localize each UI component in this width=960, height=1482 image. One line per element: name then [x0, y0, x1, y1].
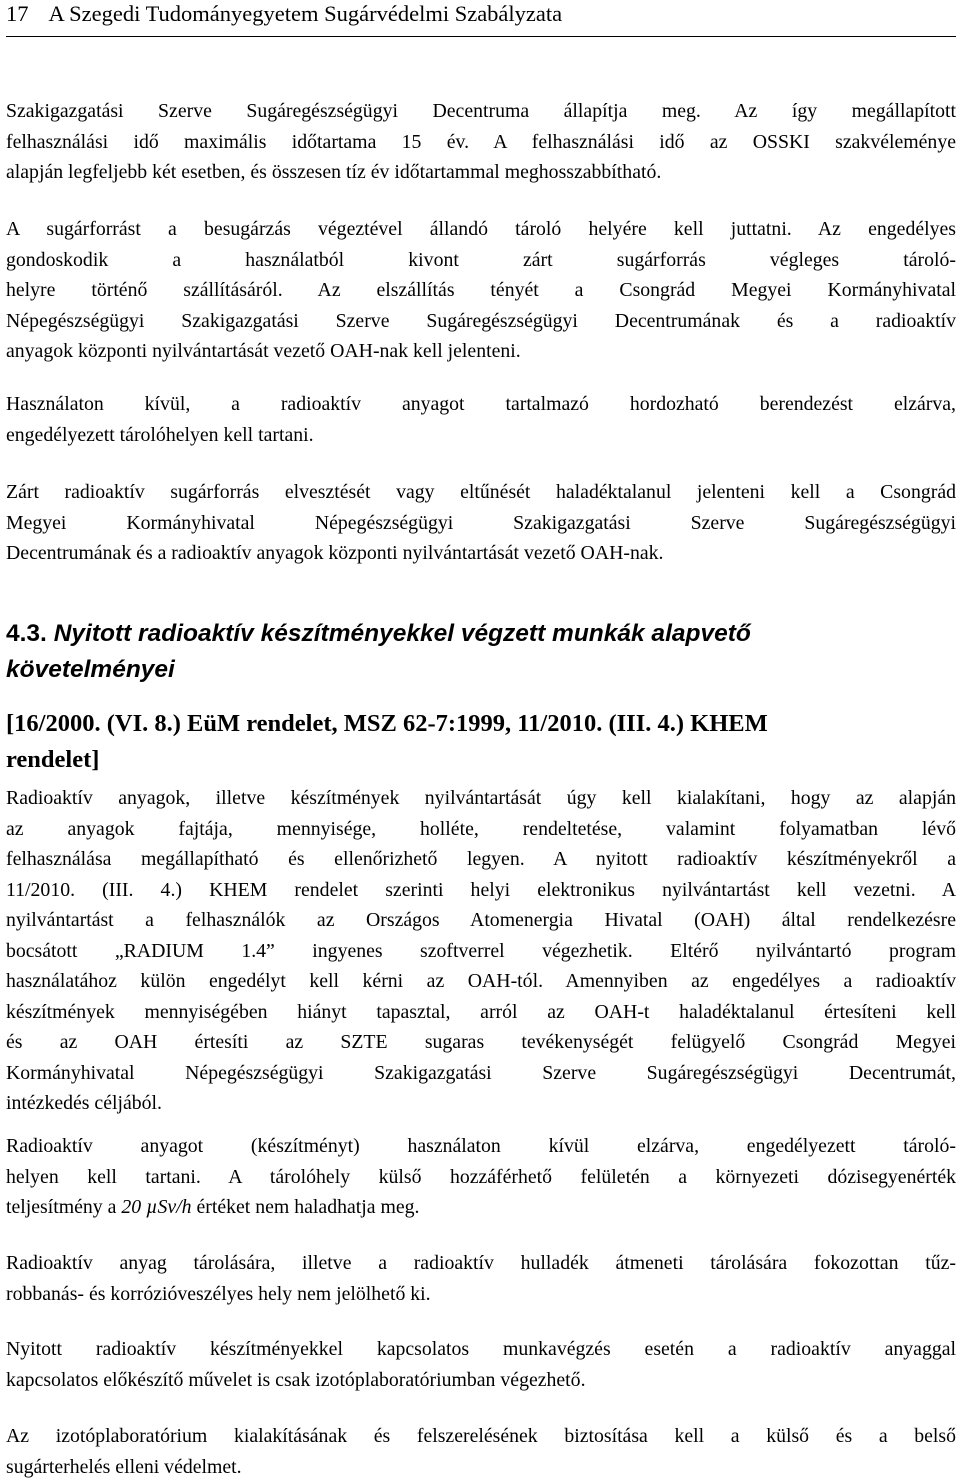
section-title-line2: követelményei: [6, 656, 175, 683]
text-line: helyen kell tartani. A tárolóhely külső hozzáférhető felületén a környezeti dózisegyenérték: [6, 1162, 956, 1193]
text-line: az anyagok fajtája, mennyisége, holléte, rendeltetése, valamint folyamatban lévő: [6, 814, 956, 845]
text-line: Kormányhivatal Népegészségügyi Szakigazgatási Szerve Sugáregészségügyi Decentrumát,: [6, 1058, 956, 1089]
text-line: anyagok központi nyilvántartását vezető OAH-nak kell jelenteni.: [6, 336, 956, 367]
text-line: Radioaktív anyagot (készítményt) használaton kívül elzárva, engedélyezett tároló-: [6, 1131, 956, 1162]
text-segment: értéket nem haladhatja meg.: [192, 1196, 420, 1218]
text-line: és az OAH értesíti az SZTE sugaras tevékenységét felügyelő Csongrád Megyei: [6, 1027, 956, 1058]
paragraph-usage-time: [6, 96, 956, 188]
text-line: Az izotóplaboratórium kialakításának és felszerelésének biztosítása kell a külső és a belső: [6, 1421, 956, 1452]
text-line: engedélyezett tárolóhelyen kell tartani.: [6, 420, 956, 451]
text-line: intézkedés céljából.: [6, 1088, 956, 1119]
text-line: Megyei Kormányhivatal Népegészségügyi Szakigazgatási Szerve Sugáregészségügyi: [6, 508, 956, 539]
legal-references: [6, 706, 956, 778]
text-line: felhasználása megállapítható és ellenőrizhető legyen. A nyitott radioaktív készítményekről a: [6, 844, 956, 875]
page-header: [6, 0, 956, 37]
paragraph-portable-equipment: [6, 389, 956, 450]
text-line: helyre történő szállításáról. Az elszállítás tényét a Csongrád Megyei Kormányhivatal: [6, 275, 956, 306]
section-number: 4.3.: [6, 620, 47, 647]
text-line: Zárt radioaktív sugárforrás elvesztését vagy eltűnését haladéktalanul jelenteni kell a Csongrád: [6, 477, 956, 508]
page-number: 17: [6, 0, 29, 28]
text-line: bocsátott „RADIUM 1.4” ingyenes szoftverrel végezhetik. Eltérő nyilvántartó program: [6, 936, 956, 967]
text-line: használatához külön engedélyt kell kérni az OAH-tól. Amennyiben az engedélyes a radioaktív: [6, 966, 956, 997]
text-line: nyilvántartást a felhasználók az Országos Atomenergia Hivatal (OAH) által rendelkezésre: [6, 905, 956, 936]
header-title: A Szegedi Tudományegyetem Sugárvédelmi Szabályzata: [49, 1, 563, 26]
paragraph-fire-safety: [6, 1248, 956, 1309]
text-line: készítmények mennyiségében hiányt tapasztal, arról az OAH-t haladéktalanul értesíteni kell: [6, 997, 956, 1028]
paragraph-isotope-lab-work: [6, 1334, 956, 1395]
paragraph-lost-source: [6, 477, 956, 569]
text-segment: teljesítmény a: [6, 1196, 121, 1218]
references-line1: [16/2000. (VI. 8.) EüM rendelet, MSZ 62-7:1999, 11/2010. (III. 4.) KHEM: [6, 706, 956, 742]
text-line: Szakigazgatási Szerve Sugáregészségügyi Decentruma állapítja meg. Az így megállapított: [6, 96, 956, 127]
text-line: Népegészségügyi Szakigazgatási Szerve Sugáregészségügyi Decentrumának és a radioaktív: [6, 306, 956, 337]
references-line2: rendelet]: [6, 742, 956, 778]
text-line: Radioaktív anyag tárolására, illetve a radioaktív hulladék átmeneti tárolására fokozottan tűz-: [6, 1248, 956, 1279]
text-line: Nyitott radioaktív készítményekkel kapcsolatos munkavégzés esetén a radioaktív anyaggal: [6, 1334, 956, 1365]
paragraph-inventory: [6, 783, 956, 1119]
text-line: alapján legfeljebb két esetben, és összesen tíz év időtartammal meghosszabbítható.: [6, 157, 956, 188]
text-line: kapcsolatos előkészítő művelet is csak izotóplaboratóriumban végezhető.: [6, 1365, 956, 1396]
text-line: gondoskodik a használatból kivont zárt sugárforrás végleges tároló-: [6, 245, 956, 276]
text-line: 11/2010. (III. 4.) KHEM rendelet szerinti helyi elektronikus nyilvántartást kell vezetni. A: [6, 875, 956, 906]
text-line: A sugárforrást a besugárzás végeztével állandó tároló helyére kell juttatni. Az engedélyes: [6, 214, 956, 245]
paragraph-storage-dose: [6, 1131, 956, 1223]
text-line: Decentrumának és a radioaktív anyagok központi nyilvántartását vezető OAH-nak.: [6, 538, 956, 569]
text-line: Radioaktív anyagok, illetve készítmények nyilvántartását úgy kell kialakítani, hogy az alapján: [6, 783, 956, 814]
paragraph-storage-transfer: [6, 214, 956, 367]
text-line: [6, 1192, 956, 1223]
text-line: felhasználási idő maximális időtartama 15 év. A felhasználási idő az OSSKI szakvéleménye: [6, 127, 956, 158]
dose-rate-value: 20 µSv/h: [121, 1196, 191, 1218]
text-line: sugárterhelés elleni védelmet.: [6, 1452, 956, 1482]
text-line: robbanás- és korrózióveszélyes hely nem jelölhető ki.: [6, 1279, 956, 1310]
section-title-line1: Nyitott radioaktív készítményekkel végzett munkák alapvető: [54, 620, 751, 647]
section-heading: [6, 616, 956, 688]
paragraph-isotope-lab-protection: [6, 1421, 956, 1482]
text-line: Használaton kívül, a radioaktív anyagot tartalmazó hordozható berendezést elzárva,: [6, 389, 956, 420]
